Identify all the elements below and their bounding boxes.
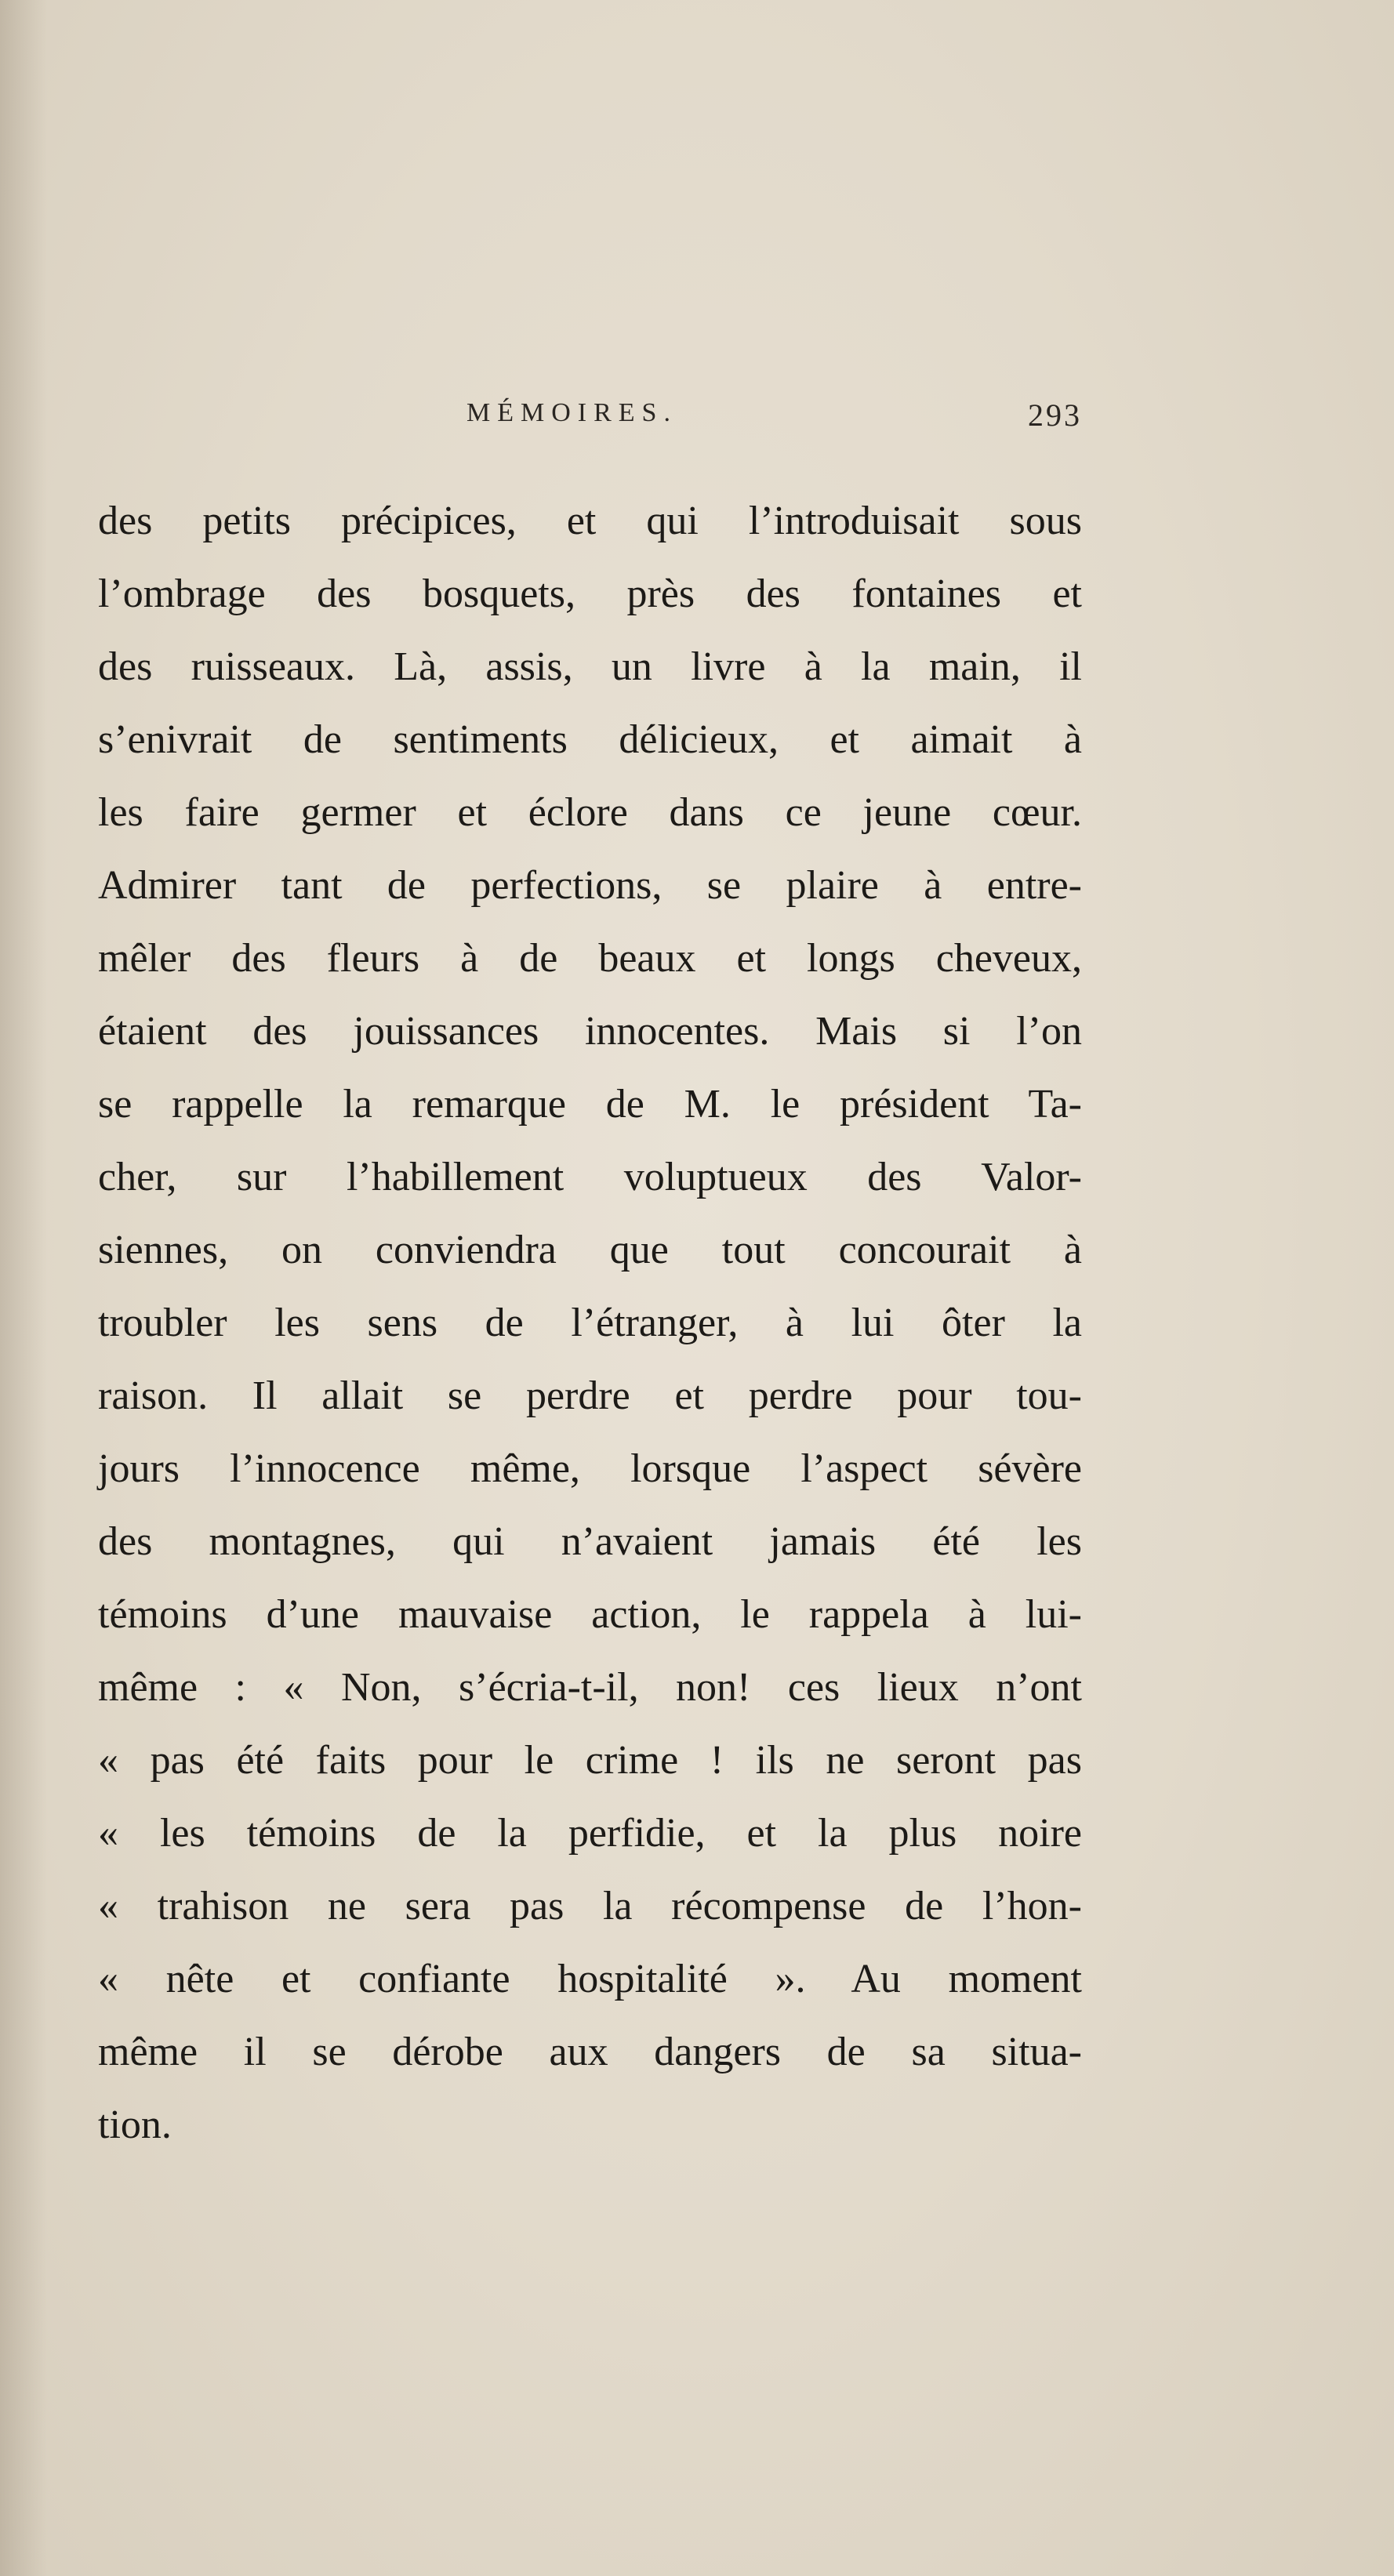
text-line: même : « Non, s’écria-t-il, non! ces lieux n’ont (98, 1665, 1082, 1710)
text-line: Admirer tant de perfections, se plaire à entre- (98, 863, 1082, 908)
text-line: même il se dérobe aux dangers de sa situa- (98, 2030, 1082, 2074)
text-line: troubler les sens de l’étranger, à lui ôter la (98, 1301, 1082, 1345)
text-line: les faire germer et éclore dans ce jeune cœur. (98, 790, 1082, 835)
page-edge-shadow (0, 0, 47, 2576)
text-line: se rappelle la remarque de M. le président Ta- (98, 1082, 1082, 1127)
text-line: « les témoins de la perfidie, et la plus noire (98, 1811, 1082, 1856)
text-line: cher, sur l’habillement voluptueux des Valor- (98, 1155, 1082, 1199)
running-title: MÉMOIRES. (466, 398, 677, 427)
text-line: s’enivrait de sentiments délicieux, et aimait à (98, 717, 1082, 762)
text-line: étaient des jouissances innocentes. Mais si l’on (98, 1009, 1082, 1054)
running-header (98, 392, 1082, 439)
text-line: « pas été faits pour le crime ! ils ne seront pas (98, 1738, 1082, 1783)
text-line: des petits précipices, et qui l’introduisait sous (98, 499, 1082, 543)
text-line: mêler des fleurs à de beaux et longs cheveux, (98, 936, 1082, 981)
text-line: des ruisseaux. Là, assis, un livre à la main, il (98, 644, 1082, 689)
body-text (98, 484, 1082, 2161)
page-number: 293 (1028, 397, 1082, 433)
text-line: témoins d’une mauvaise action, le rappela à lui- (98, 1592, 1082, 1637)
text-line: raison. Il allait se perdre et perdre pour tou- (98, 1373, 1082, 1418)
text-line: tion. (98, 2103, 172, 2147)
text-line: « nête et confiante hospitalité ». Au moment (98, 1957, 1082, 2001)
text-line: l’ombrage des bosquets, près des fontaines et (98, 571, 1082, 616)
text-line: « trahison ne sera pas la récompense de l’hon- (98, 1884, 1082, 1928)
text-line: jours l’innocence même, lorsque l’aspect sévère (98, 1446, 1082, 1491)
text-line: des montagnes, qui n’avaient jamais été les (98, 1519, 1082, 1564)
text-line: siennes, on conviendra que tout concourait à (98, 1228, 1082, 1272)
